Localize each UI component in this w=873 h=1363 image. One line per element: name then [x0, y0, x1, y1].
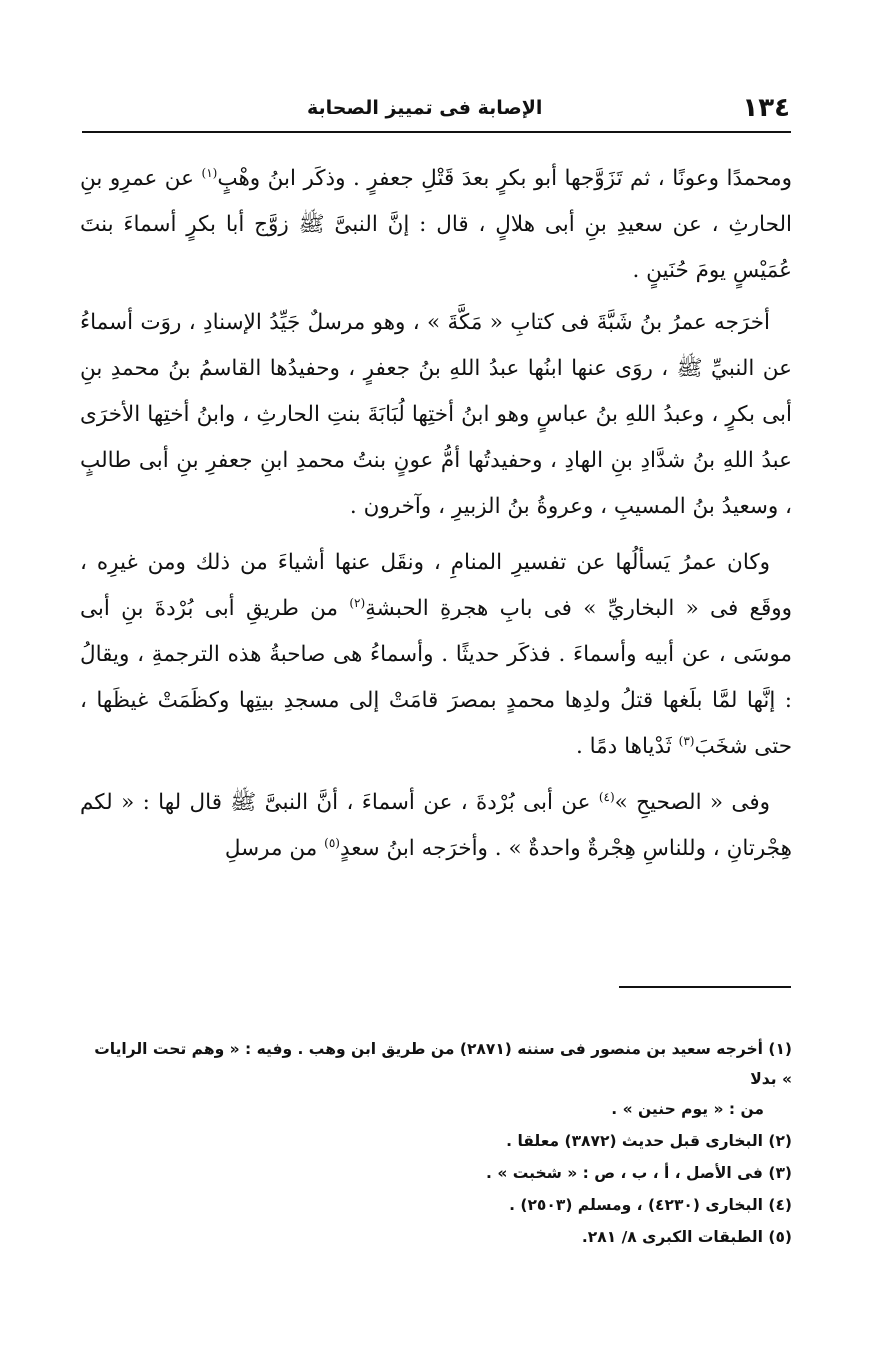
footnote-2: [80, 1126, 792, 1156]
paragraph-4-mid: عن أبى بُرْدةَ ، عن أسماءَ ، أنَّ النبىَّ ﷺ قال لها : « لكم هِجْرتانِ ، وللناسِ هِجْرةٌ واحدةٌ » . وأخرَجه ابنُ سعدٍ: [80, 790, 792, 861]
footnote-1-continuation: من : « يوم حنين » .: [611, 1100, 764, 1118]
paragraph-4: [80, 780, 792, 872]
page-number: ١٣٤: [742, 93, 790, 123]
paragraph-1: [80, 156, 792, 294]
running-head: [82, 88, 790, 128]
footnote-2-text: (٢) البخارى قبل حديث (٣٨٧٢) معلقا .: [506, 1132, 792, 1150]
paragraph-2-text: أخرَجه عمرُ بنُ شَبَّةَ فى كتابِ « مَكَّةَ » ، وهو مرسلٌ جَيِّدُ الإسنادِ ، روَت أسماءُ عن النبيِّ ﷺ ، روَى عنها ابنُها عبدُ اللهِ بنُ جعفرٍ ، وحفيدُها القاسمُ بنُ محمدِ بنِ أبى بكرٍ ، وعبدُ اللهِ بنُ عباسٍ وهو ابنُ أختِها لُبَابَةَ بنتِ الحارثِ ، وابنُ أختِها الأخرَى عبدُ اللهِ بنُ شدَّادِ بنِ الهادِ ، وحفيدتُها أمُّ عونٍ بنتُ محمدِ ابنِ جعفرِ بنِ أبى طالبٍ ، وسعيدُ بنُ المسيبِ ، وعروةُ بنُ الزبيرِ ، وآخرون .: [80, 310, 792, 519]
paragraph-3-mid: من طريقِ أبى بُرْدةَ بنِ أبى موسَى ، عن أبيه وأسماءَ . فذكَر حديثًا . وأسماءُ هى صاحبةُ هذه الترجمةِ ، ويقالُ : إنَّها لمَّا بلَغها قتلُ ولدِها محمدٍ بمصرَ قامَتْ إلى مسجدِ بيتِها وكظَمَتْ غيظَها ، حتى شخَبَ: [80, 596, 792, 759]
main-text: [80, 156, 792, 882]
footnote-3: [80, 1158, 792, 1188]
footnote-4: [80, 1190, 792, 1220]
paragraph-2: [80, 300, 792, 530]
footnote-ref-4[interactable]: (٤): [598, 789, 615, 804]
footnote-5-text: (٥) الطبقات الكبرى ٨/ ٢٨١.: [581, 1228, 792, 1246]
paragraph-3: [80, 540, 792, 770]
footnote-1-text: (١) أخرجه سعيد بن منصور فى سننه (٢٨٧١) من طريق ابن وهب . وفيه : « وهم تحت الرايات » بدلا: [94, 1040, 792, 1088]
paragraph-1-tail: عن عمرِو بنِ الحارثِ ، عن سعيدِ بنِ أبى هلالٍ ، قال : إنَّ النبىَّ ﷺ زوَّج أبا بكرٍ أسماءَ بنتَ عُمَيْسٍ يومَ حُنَينٍ .: [80, 166, 792, 283]
footnote-ref-3[interactable]: (٣): [678, 733, 695, 748]
footnote-3-text: (٣) فى الأصل ، أ ، ب ، ص : « شخبت » .: [486, 1164, 792, 1182]
footnote-4-text: (٤) البخارى (٤٢٣٠) ، ومسلم (٢٥٠٣) .: [509, 1196, 792, 1214]
footnote-5: [80, 1222, 792, 1252]
paragraph-1-text: ومحمدًا وعونًا ، ثم تَزَوَّجها أبو بكرٍ بعدَ قَتْلِ جعفرٍ . وذكَر ابنُ وهْبٍ: [217, 166, 793, 191]
paragraph-3-tail: ثَدْياها دمًا .: [575, 734, 672, 759]
footnote-ref-5[interactable]: (٥): [324, 835, 340, 850]
footnote-1: [80, 1034, 792, 1124]
footnote-ref-2[interactable]: (٢): [349, 595, 366, 610]
header-rule: [82, 131, 791, 133]
book-title: الإصابة فى تمييز الصحابة: [307, 97, 543, 119]
paragraph-4-text: وفى « الصحيحِ »: [614, 790, 770, 815]
footnotes: [80, 1034, 792, 1254]
footnotes-rule: [619, 986, 791, 988]
footnote-ref-1[interactable]: (١): [201, 165, 218, 180]
paragraph-4-tail: من مرسلِ: [224, 836, 318, 861]
paragraph-3-text: وكان عمرُ يَسألُها عن تفسيرِ المنامِ ، ونقَل عنها أشياءَ من ذلك ومن غيرِه ، ووقَع فى « البخاريِّ » فى بابِ هجرةِ الحبشةِ: [80, 550, 793, 621]
